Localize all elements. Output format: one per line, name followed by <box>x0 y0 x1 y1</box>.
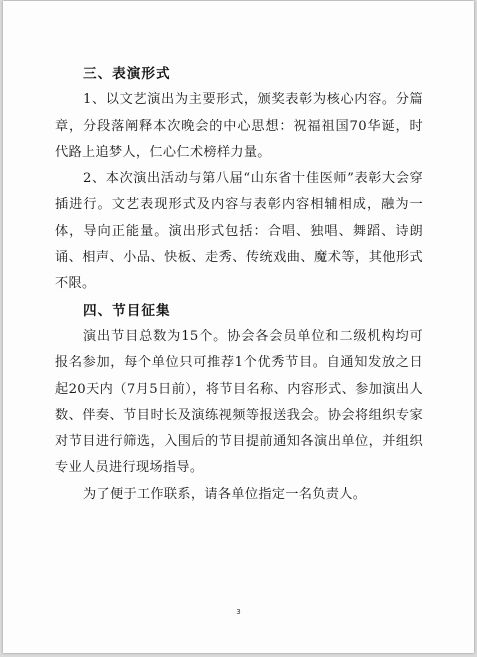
paragraph-program-collection-1: 演出节目总数为15个。协会各会员单位和二级机构均可报名参加，每个单位只可推荐1个优秀节目。自通知发放之日起20天内（7月5日前），将节目名称、内容形式、参加演出人数、伴奏、节目时长及演练视频等报送我会。协会将组织专家对节目进行筛选，入围后的节目提前通知各演出单位，并组织专业人员进行现场指导。 <box>55 328 423 476</box>
paragraph-performance-format-2: 2、本次演出活动与第八届“山东省十佳医师”表彰大会穿插进行。文艺表现形式及内容与表彰内容相辅相成，融为一体，导向正能量。演出形式包括：合唱、独唱、舞蹈、诗朗诵、相声、小品、快板、走秀、传统戏曲、魔术等，其他形式不限。 <box>55 171 423 292</box>
page-number: 3 <box>236 608 241 616</box>
paragraph-program-collection-2: 为了便于工作联系，请各单位指定一名负责人。 <box>83 486 367 502</box>
section-heading-performance-format: 三、表演形式 <box>83 66 171 82</box>
document-page <box>3 1 474 653</box>
paragraph-performance-format-1: 1、以文艺演出为主要形式，颁奖表彰为核心内容。分篇章，分段落阐释本次晚会的中心思想：祝福祖国70华诞，时代路上追梦人，仁心仁术榜样力量。 <box>55 92 423 160</box>
document-body <box>55 61 423 508</box>
section-heading-program-collection: 四、节目征集 <box>83 302 171 319</box>
